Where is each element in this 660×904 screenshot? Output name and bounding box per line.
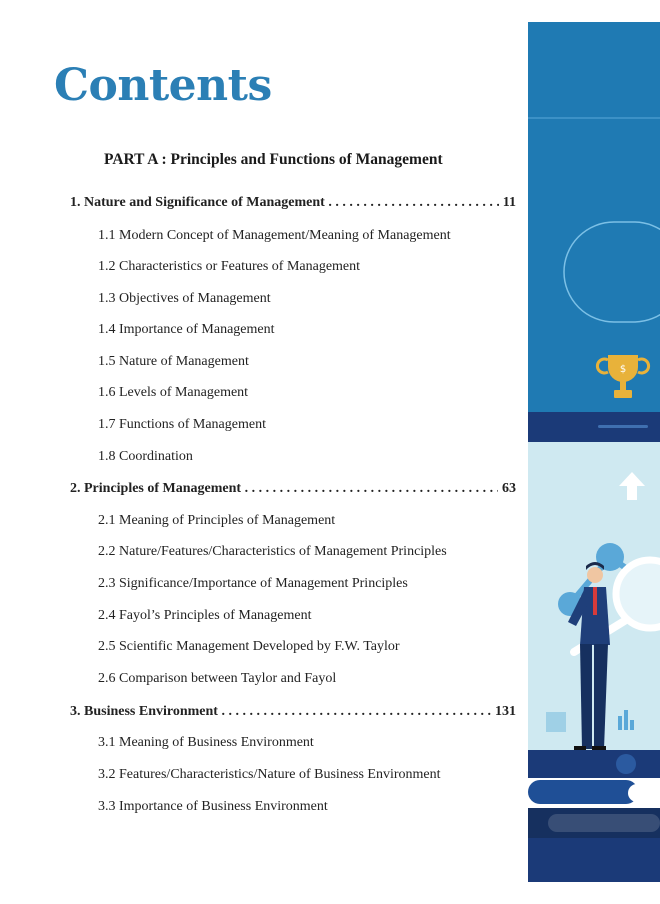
svg-text:$: $ — [619, 364, 627, 375]
part-heading: PART A : Principles and Functions of Management — [104, 151, 443, 168]
toc-section[interactable]: 2.2 Nature/Features/Characteristics of Management Principles — [98, 544, 447, 559]
toc-section[interactable]: 2.3 Significance/Importance of Management Principles — [98, 576, 408, 591]
chapter-title: 3. Business Environment . . . — [70, 701, 491, 723]
business-illustration — [528, 22, 660, 882]
toc-section[interactable]: 1.1 Modern Concept of Management/Meaning of Management — [98, 228, 451, 243]
toc-section[interactable]: 3.3 Importance of Business Environment — [98, 799, 328, 814]
book-stack — [528, 750, 660, 882]
chapter-page-number: 63 — [502, 481, 516, 496]
decorative-illustration-panel — [528, 22, 660, 882]
toc-section[interactable]: 1.6 Levels of Management — [98, 385, 249, 400]
toc-section[interactable]: 1.4 Importance of Management — [98, 322, 275, 337]
toc-chapter-3[interactable] — [70, 701, 516, 723]
toc-section[interactable]: 3.1 Meaning of Business Environment — [98, 735, 314, 750]
toc-section[interactable]: 1.8 Coordination — [98, 449, 193, 464]
toc-section[interactable]: 2.4 Fayol’s Principles of Management — [98, 608, 312, 623]
toc-chapter-1[interactable] — [70, 192, 516, 214]
toc-section[interactable]: 1.3 Objectives of Management — [98, 291, 271, 306]
toc-section[interactable]: 1.5 Nature of Management — [98, 354, 249, 369]
toc-section[interactable]: 2.5 Scientific Management Developed by F.W. Taylor — [98, 639, 400, 654]
toc-section[interactable]: 2.1 Meaning of Principles of Management — [98, 513, 336, 528]
chapter-page-number: 131 — [495, 704, 516, 719]
toc-section[interactable]: 2.6 Comparison between Taylor and Fayol — [98, 671, 337, 686]
toc-section[interactable]: 3.2 Features/Characteristics/Nature of Business Environment — [98, 767, 441, 782]
toc-section[interactable]: 1.7 Functions of Management — [98, 417, 266, 432]
page-title: Contents — [54, 60, 272, 111]
toc-chapter-2[interactable] — [70, 478, 516, 500]
chapter-title: 1. Nature and Significance of Management . . . — [70, 192, 499, 214]
chapter-title: 2. Principles of Management . . . — [70, 478, 498, 500]
toc-section[interactable]: 1.2 Characteristics or Features of Management — [98, 259, 361, 274]
chapter-page-number: 11 — [502, 195, 516, 210]
